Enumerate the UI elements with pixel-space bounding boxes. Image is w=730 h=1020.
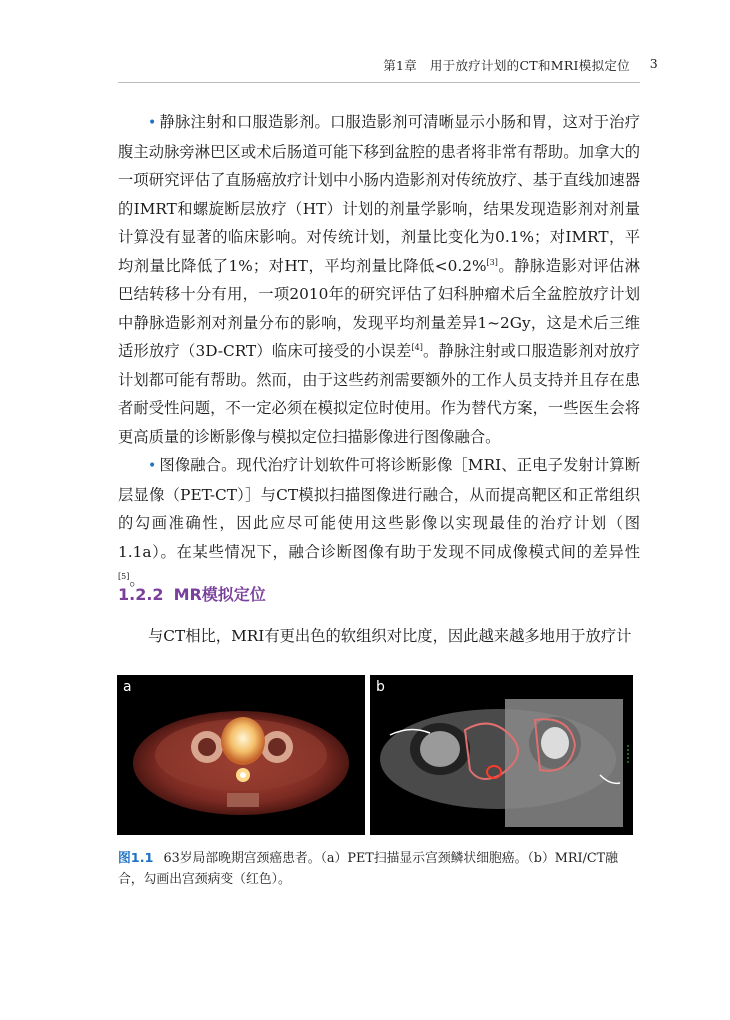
- paragraph-image-fusion: [118, 451, 640, 595]
- header-rule: [118, 82, 640, 83]
- paragraph-contrast-agents: [118, 108, 640, 451]
- text-segment: 。静脉造影对评估淋巴结转移十分有用，一项2010年的研究评估了妇科肿瘤术后全盆腔放疗计划中静脉造影剂对剂量分布的影响，发现平均剂量差异1~2Gy，这是术后三维适形放疗（3D-CRT）临床可接受的小误差: [118, 256, 640, 360]
- section-body: [118, 622, 640, 651]
- caption-text: 63岁局部晚期宫颈癌患者。（a）PET扫描显示宫颈鳞状细胞癌。（b）MRI/CT融合，勾画出宫颈病变（红色）。: [118, 851, 619, 887]
- citation-ref: [3]: [486, 257, 498, 267]
- section-paragraph: 与CT相比，MRI有更出色的软组织对比度，因此越来越多地用于放疗计: [148, 627, 632, 645]
- section-number: 1.2.2: [118, 585, 164, 604]
- pet-scan-image: [117, 675, 365, 835]
- section-title: MR模拟定位: [173, 585, 266, 604]
- caption-number: 图1.1: [118, 851, 154, 866]
- text-segment: 静脉注射和口服造影剂。口服造影剂可清晰显示小肠和胃，这对于治疗腹主动脉旁淋巴区或术后肠道可能下移到盆腔的患者将非常有帮助。加拿大的一项研究评估了直肠癌放疗计划中小肠内造影剂对传统放疗、基于直线加速器的IMRT和螺旋断层放疗（HT）计划的剂量学影响，结果发现造影剂对剂量计算没有显著的临床影响。对传统计划，剂量比变化为0.1%；对IMRT，平均剂量比降低了1%；对HT，平均剂量比降低<0.2%: [118, 113, 640, 275]
- figure-panel-b: [370, 675, 633, 835]
- running-header: [383, 56, 658, 74]
- figure-caption: [118, 848, 640, 890]
- text-segment: 。: [129, 571, 145, 589]
- bullet-icon: •: [148, 458, 157, 474]
- panel-a-label: a: [123, 679, 132, 695]
- section-heading: [118, 582, 266, 605]
- figure-panel-a: [117, 675, 365, 835]
- page-number: 3: [649, 56, 658, 71]
- running-title: 第1章 用于放疗计划的CT和MRI模拟定位: [383, 58, 630, 73]
- bullet-icon: •: [148, 115, 157, 131]
- mri-ct-fusion-image: [370, 675, 633, 835]
- text-segment: 。静脉注射或口服造影剂对放疗计划都可能有帮助。然而，由于这些药剂需要额外的工作人员支持并且存在患者耐受性问题，不一定必须在模拟定位时使用。作为替代方案，一些医生会将更高质量的诊断影像与模拟定位扫描影像进行图像融合。: [118, 342, 640, 446]
- citation-ref: [4]: [411, 342, 423, 352]
- citation-ref: [5]: [118, 571, 130, 581]
- text-segment: 图像融合。现代治疗计划软件可将诊断影像［MRI、正电子发射计算断层显像（PET-CT）］与CT模拟扫描图像进行融合，从而提高靶区和正常组织的勾画准确性，因此应尽可能使用这些影像以实现最佳的治疗计划（图1.1a）。在某些情况下，融合诊断图像有助于发现不同成像模式间的差异性: [118, 456, 640, 561]
- body-text-block: [118, 108, 640, 595]
- panel-b-label: b: [376, 679, 385, 695]
